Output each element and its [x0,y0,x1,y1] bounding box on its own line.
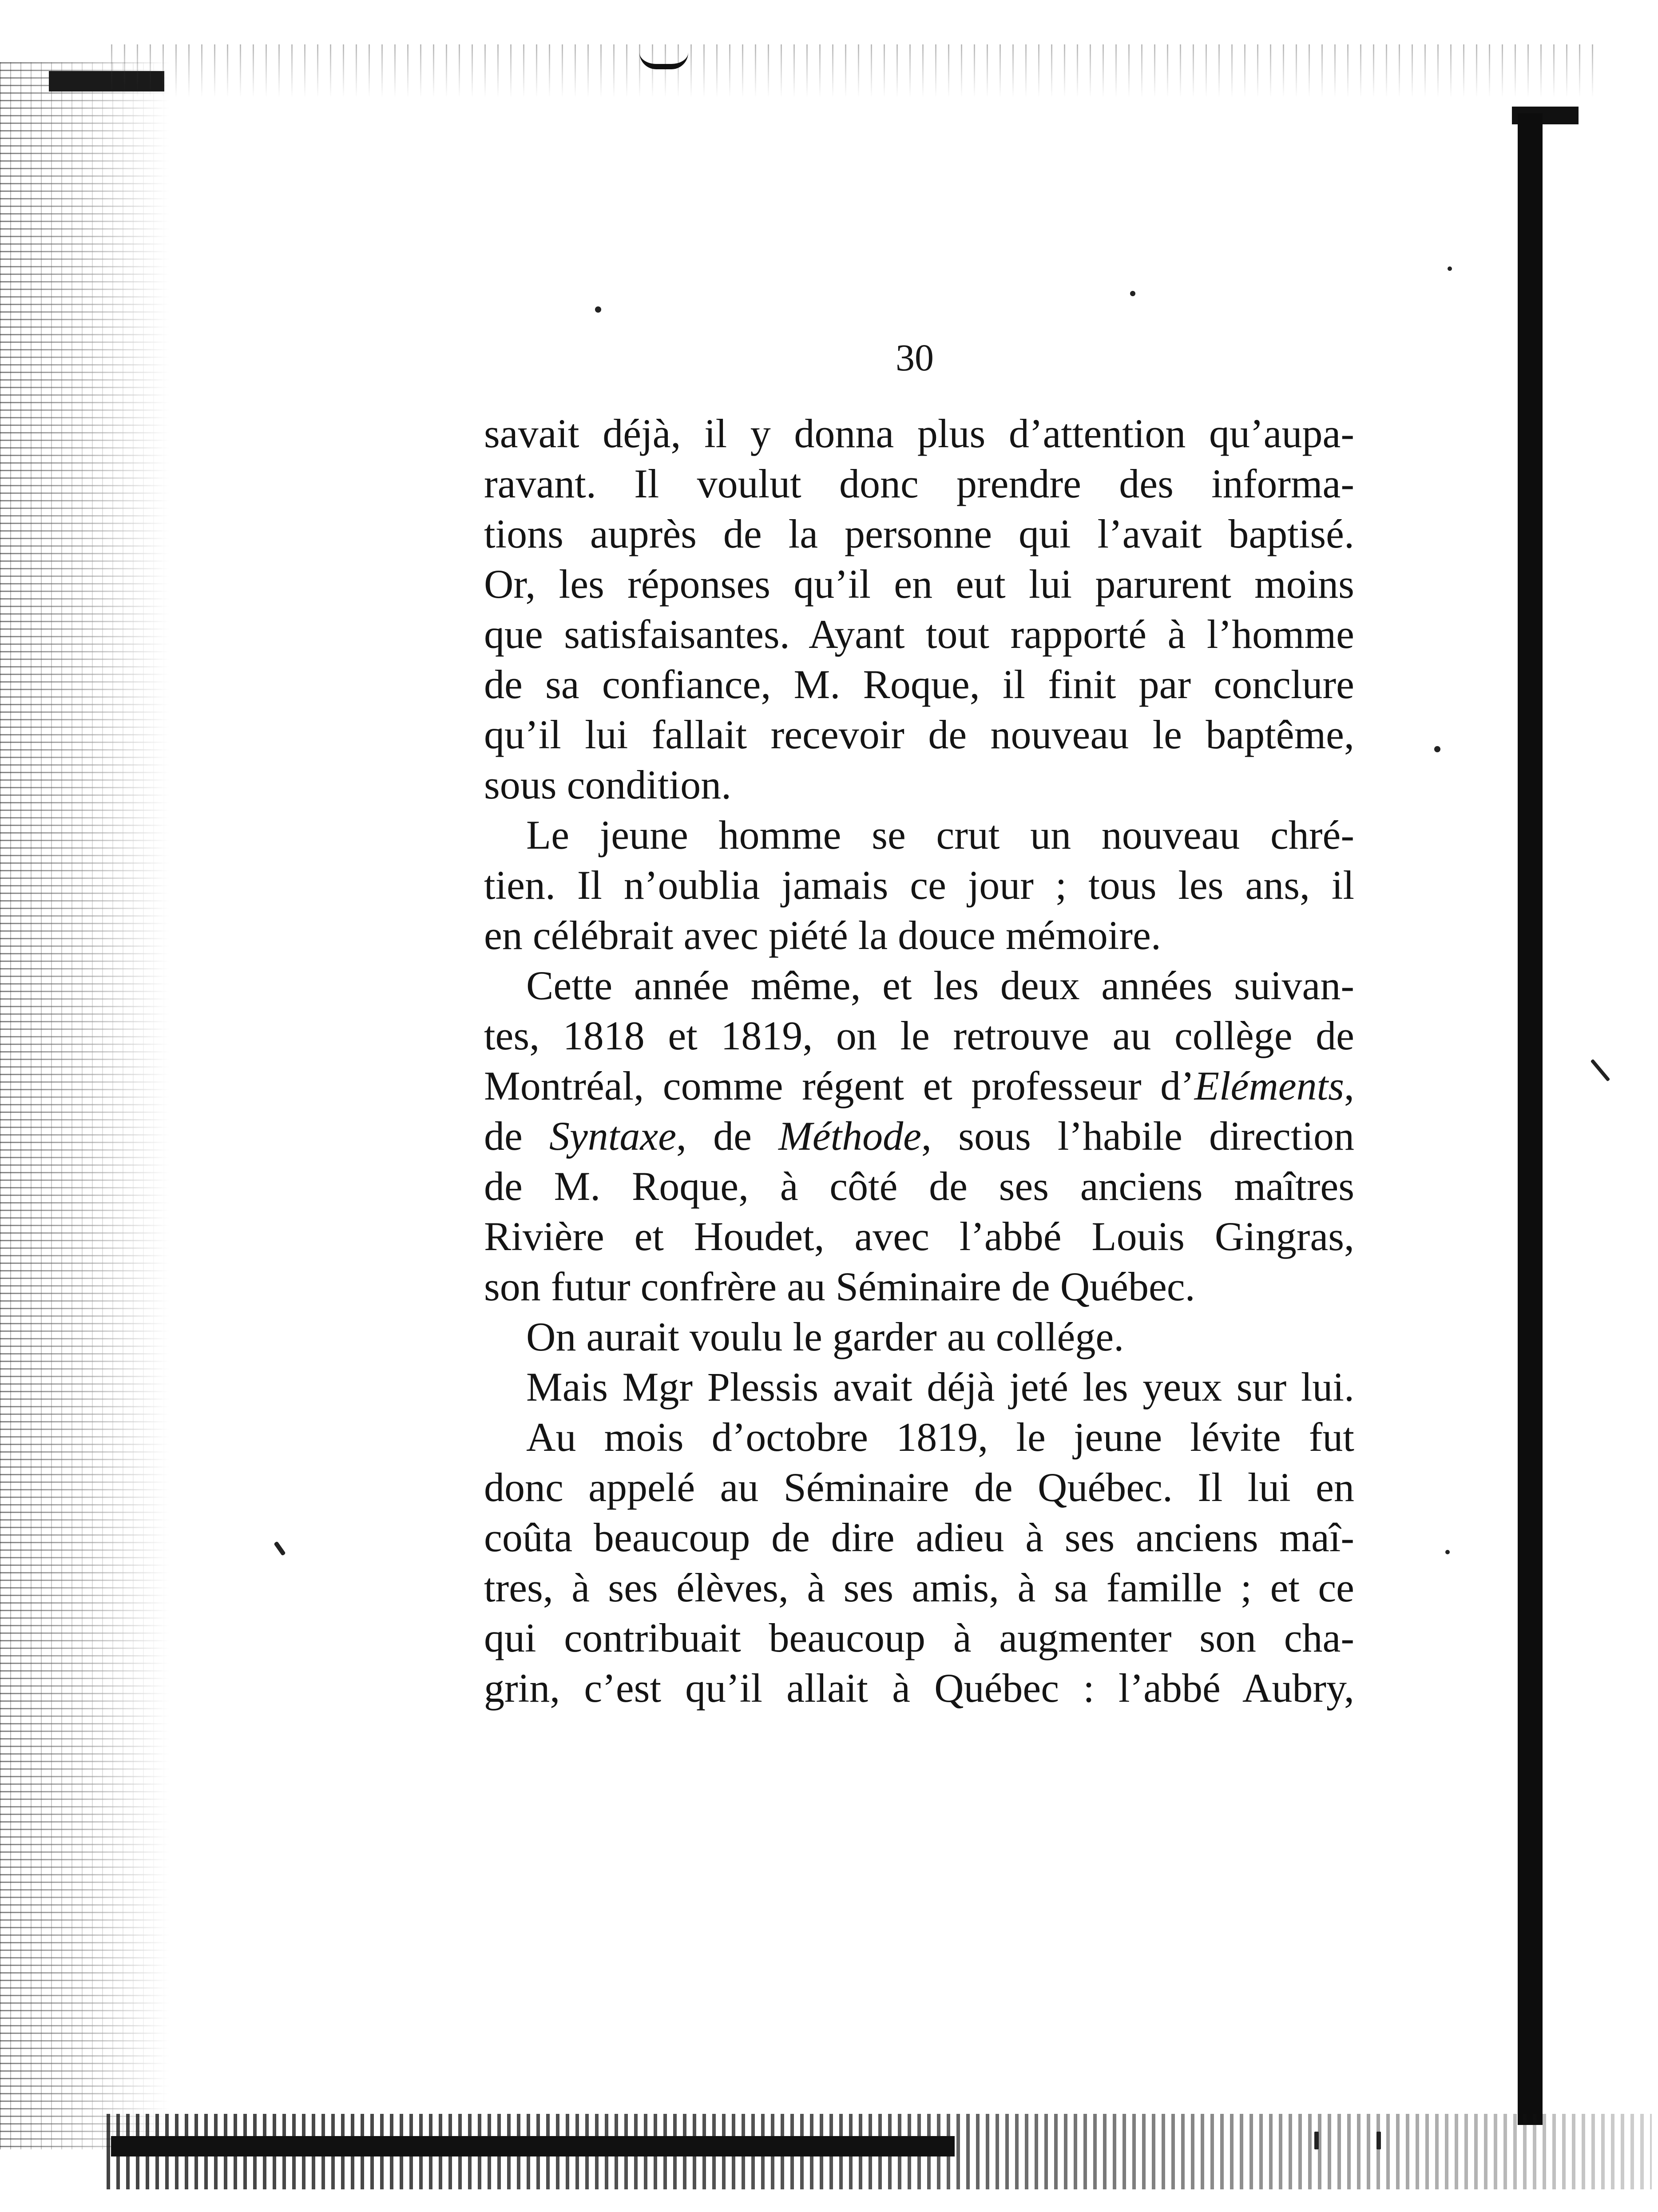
text-line: sous condition. [484,762,732,807]
text-line: de M. Roque, à côté de ses anciens maîtres [484,1164,1354,1209]
text-line: Or, les réponses qu’il en eut lui parurent moins [484,561,1354,607]
italic-term: Syntaxe [549,1113,677,1159]
text-line [484,1111,1354,1161]
body-text [484,409,1354,1713]
scan-speck [1434,746,1440,752]
text-line: donc appelé au Séminaire de Québec. Il lui en [484,1465,1354,1510]
text-line: de sa confiance, M. Roque, il finit par conclure [484,662,1354,707]
scan-speck [1591,1059,1610,1081]
text-line: tien. Il n’oublia jamais ce jour ; tous les ans, il [484,862,1354,908]
scan-right-edge-bar [1518,113,1543,2125]
scan-speck [595,306,601,313]
scan-speck [1376,2132,1381,2149]
text-line: tres, à ses élèves, à ses amis, à sa famille ; et ce [484,1565,1354,1610]
text-line: en célébrait avec piété la douce mémoire. [484,913,1161,958]
scan-speck [1445,1550,1450,1554]
text-line: que satisfaisantes. Ayant tout rapporté à l’homme [484,612,1354,657]
text-line: ravant. Il voulut donc prendre des informa- [484,461,1354,506]
page-number: 30 [896,336,934,379]
italic-term: Eléments [1194,1063,1344,1108]
text-line: Rivière et Houdet, avec l’abbé Louis Gingras, [484,1214,1354,1259]
scan-top-edge-noise [111,44,1599,98]
text-line: qu’il lui fallait recevoir de nouveau le baptême, [484,712,1354,757]
text-line: On aurait voulu le garder au collége. [526,1314,1124,1359]
text-segment: de [484,1113,549,1159]
scan-speck [274,1541,286,1556]
italic-term: Méthode [778,1113,922,1159]
scan-speck [1314,2132,1319,2149]
text-line: Le jeune homme se crut un nouveau chré- [526,812,1354,858]
text-line: tions auprès de la personne qui l’avait baptisé. [484,511,1354,556]
text-line: son futur confrère au Séminaire de Québec. [484,1264,1195,1309]
scan-bottom-edge-bar [111,2136,955,2156]
text-line [484,1061,1354,1111]
text-line: Cette année même, et les deux années suivan- [526,963,1354,1008]
text-line: Mais Mgr Plessis avait déjà jeté les yeux sur lui. [526,1364,1354,1410]
scan-left-edge-noise [0,62,169,2149]
scan-speck [1130,291,1135,296]
text-line: tes, 1818 et 1819, on le retrouve au collège de [484,1013,1354,1058]
text-segment: Montréal, comme régent et professeur d’ [484,1063,1194,1108]
text-line: qui contribuait beaucoup à augmenter son cha- [484,1615,1354,1660]
text-line: grin, c’est qu’il allait à Québec : l’abbé Aubry, [484,1665,1354,1711]
text-line: Au mois d’octobre 1819, le jeune lévite fut [526,1414,1354,1460]
text-segment: , de [676,1113,779,1159]
text-line: coûta beaucoup de dire adieu à ses anciens maî- [484,1515,1354,1560]
text-segment: , sous l’habile direction [921,1113,1354,1159]
text-segment: , [1344,1063,1354,1108]
scan-speck [1448,266,1452,271]
text-line: savait déjà, il y donna plus d’attention qu’aupa- [484,411,1354,456]
